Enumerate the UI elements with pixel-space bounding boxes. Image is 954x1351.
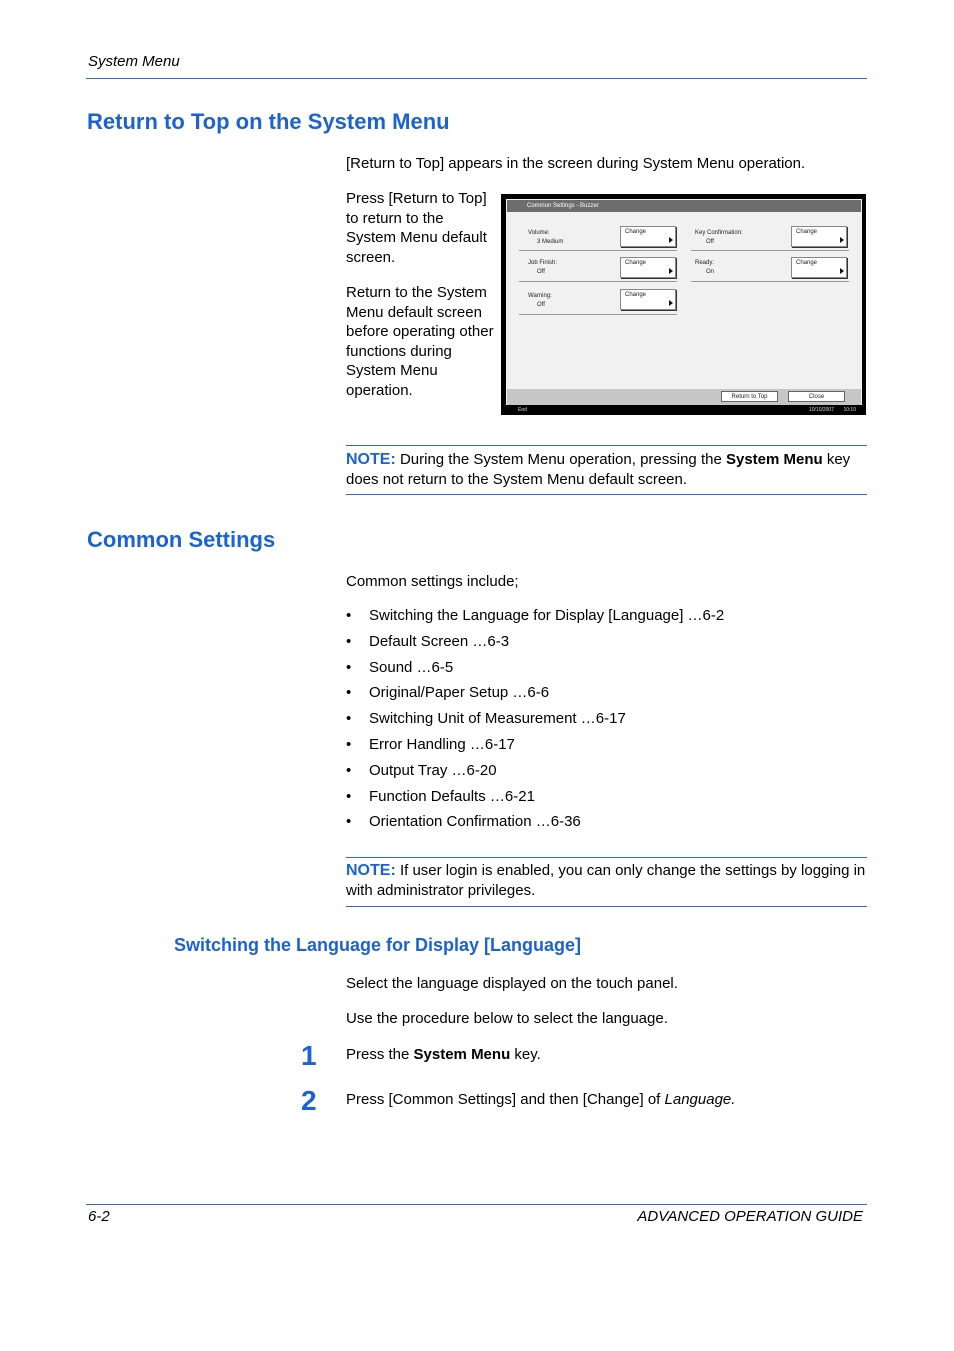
list-item: • Switching the Language for Display [Language] …6-2: [346, 606, 724, 632]
list-item: • Original/Paper Setup …6-6: [346, 683, 724, 709]
list-item: • Output Tray …6-20: [346, 761, 724, 787]
setting-warning: Warning: Off: [528, 293, 552, 308]
section-title-common-settings: Common Settings: [87, 527, 276, 552]
close-button[interactable]: Close: [788, 391, 845, 402]
change-button-key-confirmation[interactable]: Change: [791, 226, 847, 247]
note-rule-top: [346, 857, 867, 858]
page-number: 6-2: [88, 1208, 110, 1225]
list-item: • Sound …6-5: [346, 658, 724, 684]
header-rule: [86, 78, 867, 79]
setting-key-confirmation: Key Confirmation: Off: [695, 230, 743, 245]
note-rule-top: [346, 445, 867, 446]
status-bar: End 10/10/2007 10:10: [518, 407, 856, 413]
explanation-text: Return to the System Menu default screen before operating other functions during System Menu operation.: [346, 284, 494, 399]
list-item: • Function Defaults …6-21: [346, 787, 724, 813]
list-item: • Orientation Confirmation …6-36: [346, 812, 724, 838]
setting-job-finish: Job Finish: Off: [528, 260, 558, 275]
common-settings-intro: Common settings include;: [346, 573, 519, 590]
return-to-top-button[interactable]: Return to Top: [721, 391, 778, 402]
panel-bottom-bar: [507, 389, 861, 405]
note-user-login: NOTE: If user login is enabled, you can only change the settings by logging in with administrator privileges.: [346, 862, 866, 899]
intro-text: [Return to Top] appears in the screen during System Menu operation.: [346, 155, 806, 172]
guide-title: ADVANCED OPERATION GUIDE: [637, 1208, 863, 1225]
note-rule-bottom: [346, 906, 867, 907]
note-system-menu: NOTE: During the System Menu operation, pressing the System Menu key does not return to the System Menu default screen.: [346, 451, 851, 488]
footer-rule: [86, 1204, 867, 1205]
step-1-text: Press the System Menu key.: [346, 1046, 541, 1063]
list-item: • Default Screen …6-3: [346, 632, 724, 658]
list-item: • Error Handling …6-17: [346, 735, 724, 761]
change-button-ready[interactable]: Change: [791, 257, 847, 278]
change-button-warning[interactable]: Change: [620, 289, 676, 310]
language-procedure-intro: Use the procedure below to select the language.: [346, 1010, 668, 1027]
subsection-title-language: Switching the Language for Display [Language]: [174, 935, 582, 955]
instruction-text: Press [Return to Top] to return to the System Menu default screen.: [346, 190, 487, 266]
language-intro: Select the language displayed on the touch panel.: [346, 975, 678, 992]
list-item: • Switching Unit of Measurement …6-17: [346, 709, 724, 735]
step-number: 2: [301, 1085, 317, 1116]
common-settings-list: [346, 606, 724, 838]
change-button-volume[interactable]: Change: [620, 226, 676, 247]
setting-volume: Volume: 3 Medium: [528, 230, 564, 245]
touch-panel-screenshot: [501, 194, 866, 415]
panel-title: Common Settings - Buzzer: [507, 200, 861, 212]
running-header: System Menu: [88, 53, 180, 70]
section-title-return-to-top: Return to Top on the System Menu: [87, 109, 450, 134]
note-rule-bottom: [346, 494, 867, 495]
change-button-job-finish[interactable]: Change: [620, 257, 676, 278]
step-number: 1: [301, 1040, 317, 1071]
setting-ready: Ready: On: [695, 260, 715, 275]
step-2-text: Press [Common Settings] and then [Change] of Language.: [346, 1091, 736, 1108]
